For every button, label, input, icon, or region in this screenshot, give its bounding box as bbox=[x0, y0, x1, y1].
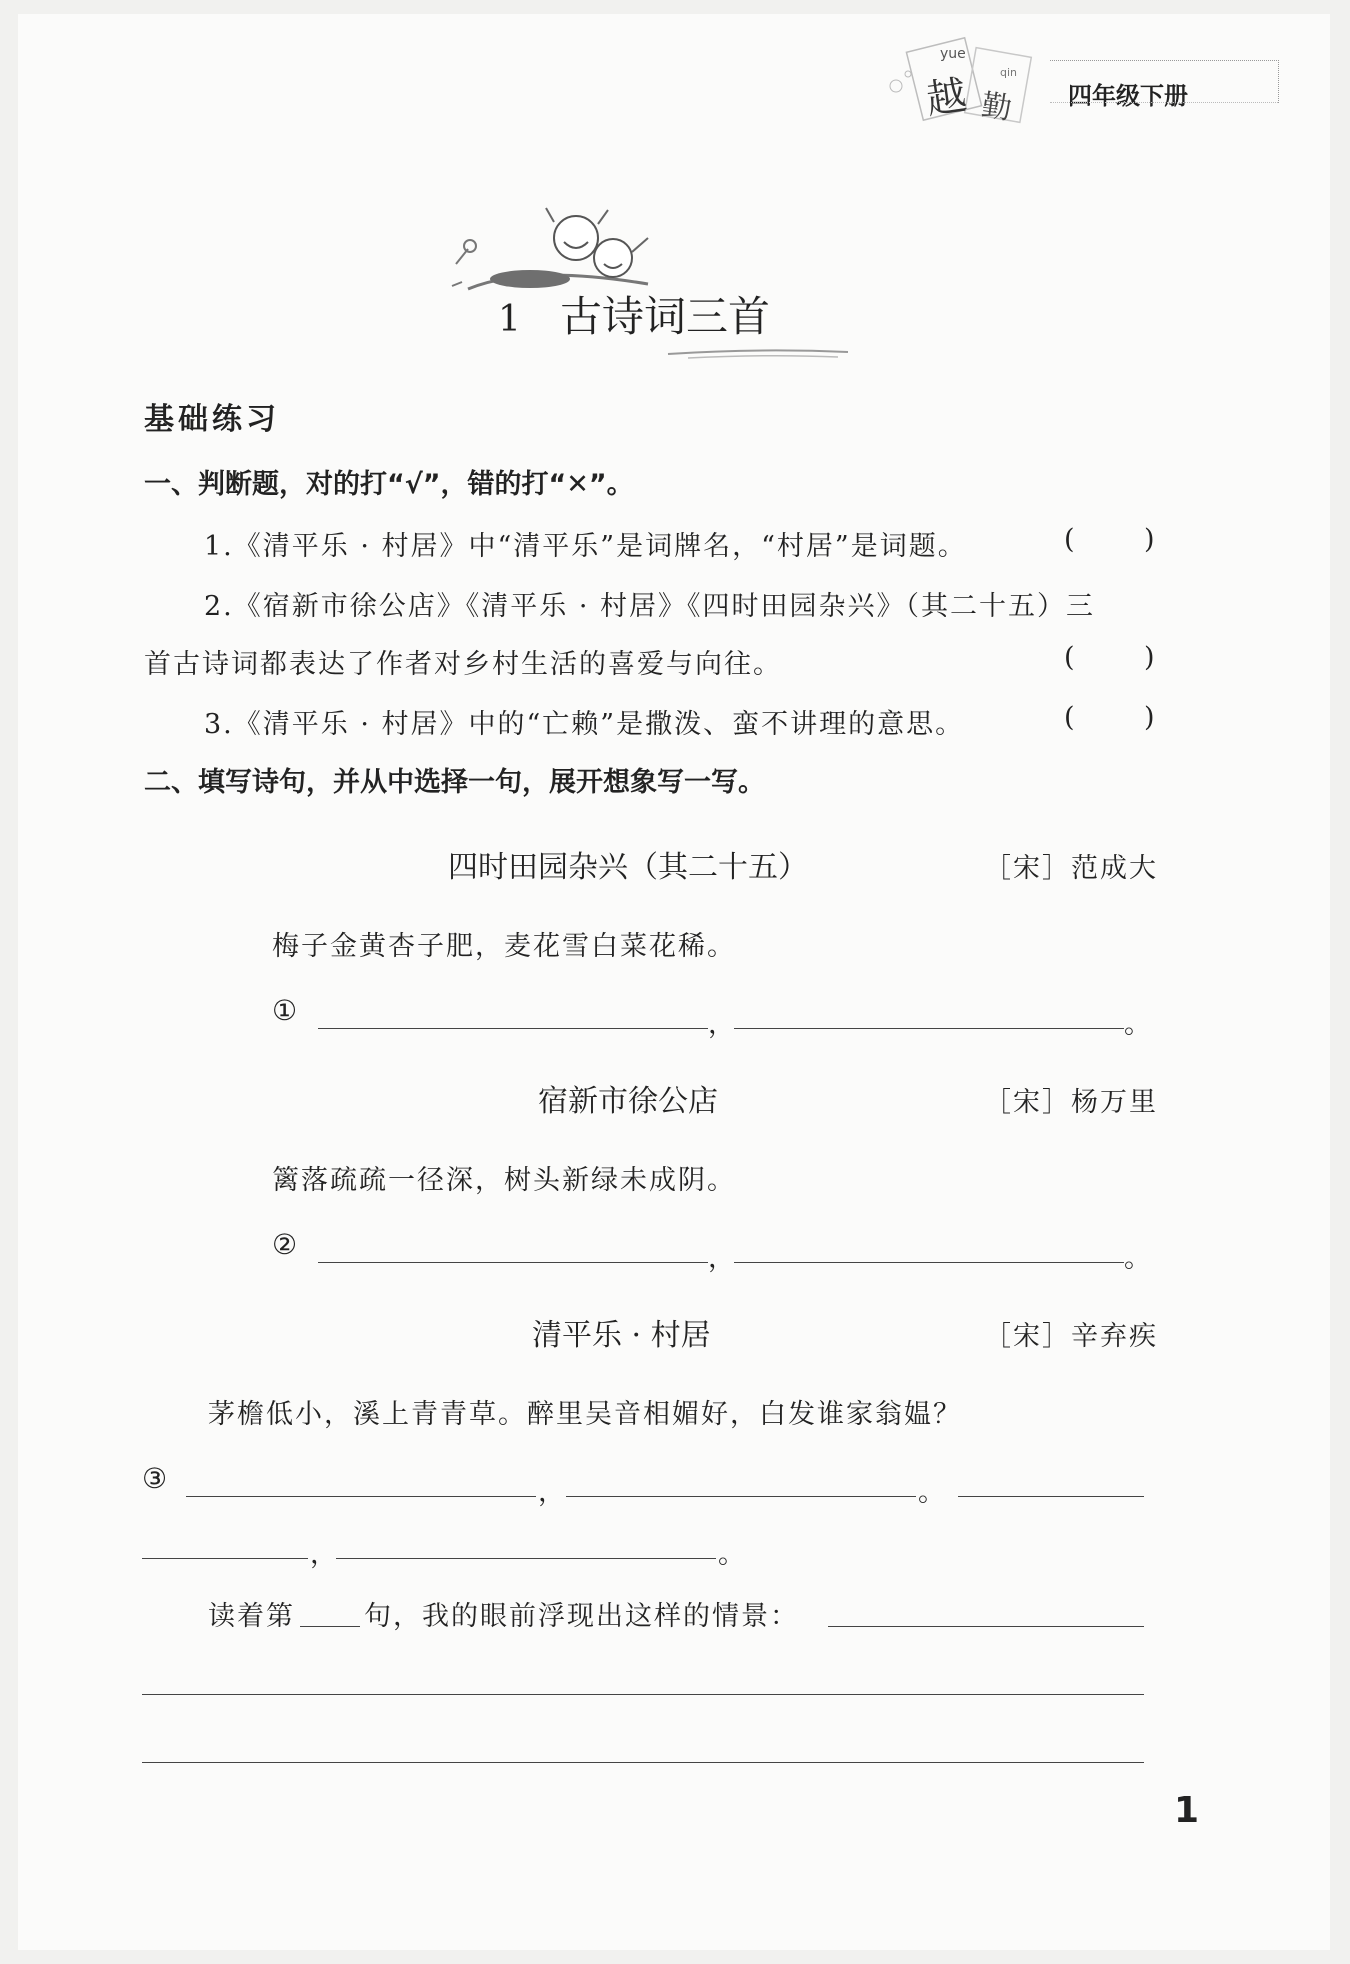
poem-3-blank-d[interactable] bbox=[142, 1558, 308, 1559]
poem-3-blank-e[interactable] bbox=[336, 1558, 716, 1559]
title-underline bbox=[658, 344, 858, 364]
poem-3-period-2: 。 bbox=[718, 1539, 745, 1570]
poem-3-marker: ③ bbox=[142, 1462, 168, 1495]
poem-3-blank-c[interactable] bbox=[958, 1496, 1144, 1497]
prompt-before: 读着第 bbox=[208, 1601, 295, 1632]
poem-2-period: 。 bbox=[1124, 1243, 1151, 1274]
poem-1-marker: ① bbox=[272, 994, 298, 1027]
poem-1-comma: ， bbox=[708, 1009, 735, 1040]
brand-char-2: 勤 bbox=[979, 88, 1014, 127]
question-2-text-line2: 首古诗词都表达了作者对乡村生活的喜爱与向往。 bbox=[144, 649, 782, 680]
answer-box-2[interactable] bbox=[1078, 640, 1140, 676]
worksheet-page bbox=[18, 14, 1330, 1950]
poem-1-period: 。 bbox=[1124, 1009, 1151, 1040]
question-2-text-line1: 2.《宿新市徐公店》《清平乐 · 村居》《四时田园杂兴》（其二十五）三 bbox=[204, 591, 1096, 622]
header-rule bbox=[1050, 60, 1279, 103]
writing-line-1[interactable] bbox=[828, 1626, 1144, 1627]
poem-1-title: 四时田园杂兴（其二十五） bbox=[448, 850, 808, 885]
brand-pinyin-1: yue bbox=[940, 46, 966, 62]
part1-heading: 一、判断题，对的打“√”，错的打“✕”。 bbox=[144, 469, 634, 500]
answer-box-1[interactable] bbox=[1078, 522, 1140, 558]
writing-line-3[interactable] bbox=[142, 1762, 1144, 1763]
poem-2-blank-b[interactable] bbox=[734, 1262, 1124, 1263]
grade-label: 四年级下册 bbox=[1068, 82, 1188, 110]
poem-2-author: ［宋］杨万里 bbox=[984, 1087, 1158, 1118]
poem-1-author: ［宋］范成大 bbox=[984, 853, 1158, 884]
brand-char-1: 越 bbox=[923, 72, 970, 124]
lesson-number: 1 bbox=[498, 299, 521, 340]
brand-pinyin-2: qin bbox=[1000, 66, 1018, 79]
poem-1-line: 梅子金黄杏子肥，麦花雪白菜花稀。 bbox=[272, 931, 736, 962]
poem-2-title: 宿新市徐公店 bbox=[538, 1084, 718, 1119]
writing-line-2[interactable] bbox=[142, 1694, 1144, 1695]
answer-paren-open-3: ( bbox=[1064, 702, 1075, 733]
poem-3-blank-b[interactable] bbox=[566, 1496, 916, 1497]
lesson-title bbox=[498, 284, 770, 344]
poem-3-comma-1: ， bbox=[538, 1477, 565, 1508]
poem-3-period-1: 。 bbox=[918, 1477, 945, 1508]
poem-2-line: 篱落疏疏一径深，树头新绿未成阴。 bbox=[272, 1165, 736, 1196]
poem-2-blank-a[interactable] bbox=[318, 1262, 708, 1263]
sentence-number-blank[interactable] bbox=[300, 1626, 360, 1627]
answer-paren-close-2: ) bbox=[1144, 642, 1155, 673]
poem-1-blank-b[interactable] bbox=[734, 1028, 1124, 1029]
poem-3-author: ［宋］辛弃疾 bbox=[984, 1321, 1158, 1352]
lesson-title-text: 古诗词三首 bbox=[560, 292, 771, 341]
poem-3-title: 清平乐 · 村居 bbox=[532, 1318, 711, 1353]
poem-1-blank-a[interactable] bbox=[318, 1028, 708, 1029]
brand-badge bbox=[878, 28, 1048, 138]
poem-2-comma: ， bbox=[708, 1243, 735, 1274]
poem-2-marker: ② bbox=[272, 1228, 298, 1261]
header-rule-bottom bbox=[1050, 102, 1278, 103]
part2-heading: 二、填写诗句，并从中选择一句，展开想象写一写。 bbox=[144, 767, 765, 798]
poem-3-line: 茅檐低小，溪上青青草。醉里吴音相媚好，白发谁家翁媪？ bbox=[208, 1399, 962, 1430]
poem-3-comma-2: ， bbox=[310, 1539, 337, 1570]
answer-paren-open-1: ( bbox=[1064, 524, 1075, 555]
poem-3-blank-a[interactable] bbox=[186, 1496, 536, 1497]
question-3-text: 3.《清平乐 · 村居》中的“亡赖”是撒泼、蛮不讲理的意思。 bbox=[204, 709, 965, 740]
section-title: 基础练习 bbox=[144, 402, 280, 437]
question-1-text: 1.《清平乐 · 村居》中“清平乐”是词牌名，“村居”是词题。 bbox=[204, 531, 967, 562]
answer-paren-close-1: ) bbox=[1144, 524, 1155, 555]
prompt-after: 句，我的眼前浮现出这样的情景： bbox=[364, 1601, 799, 1632]
answer-paren-open-2: ( bbox=[1064, 642, 1075, 673]
page-number: 1 bbox=[1174, 1790, 1200, 1831]
answer-box-3[interactable] bbox=[1078, 700, 1140, 736]
answer-paren-close-3: ) bbox=[1144, 702, 1155, 733]
